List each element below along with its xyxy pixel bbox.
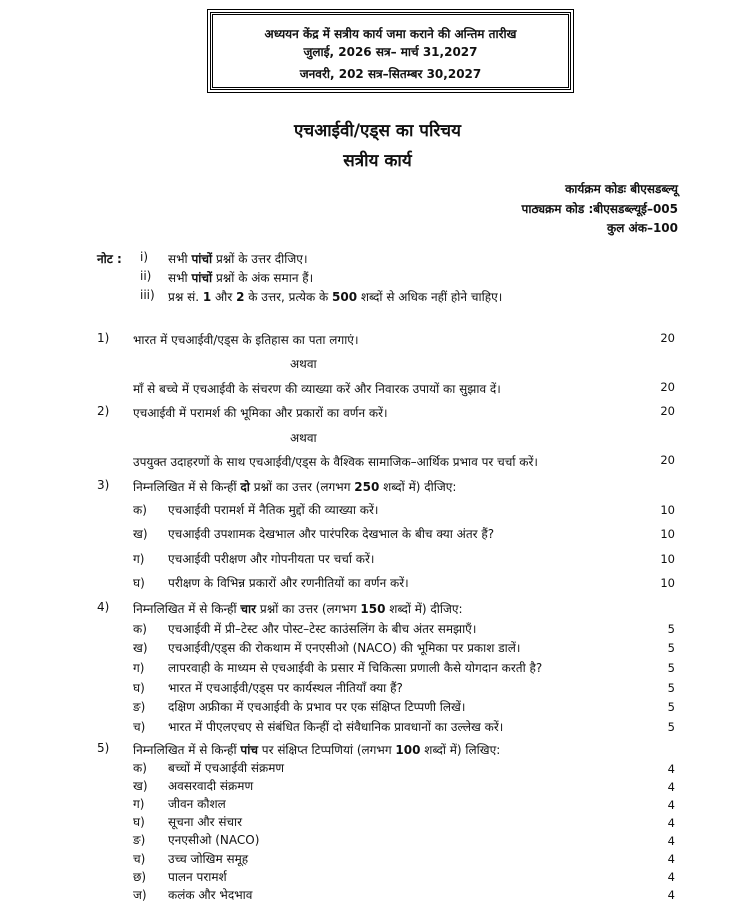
subquestion-marks: 5: [667, 700, 675, 714]
note-label: नोट :: [97, 252, 122, 266]
subquestion-label: च): [133, 852, 146, 866]
subquestion-label: क): [133, 503, 147, 517]
subquestion-text: दक्षिण अफ्रीका में एचआईवी के प्रभाव पर एक संक्षिप्त टिप्पणी लिखें।: [168, 700, 466, 714]
question-number: 5): [97, 741, 110, 755]
note-item-num: ii): [140, 269, 152, 283]
subquestion-text: जीवन कौशल: [168, 797, 226, 811]
or-label: अथवा: [290, 431, 317, 445]
question-marks: 20: [660, 380, 675, 394]
subquestion-text: परीक्षण के विभिन्न प्रकारों और रणनीतियों का वर्णन करें।: [168, 576, 409, 590]
subquestion-marks: 4: [667, 888, 675, 902]
program-code: कार्यक्रम कोडः बीएसडब्ल्यू: [565, 182, 678, 196]
subquestion-marks: 4: [667, 834, 675, 848]
subquestion-label: क): [133, 761, 147, 775]
subquestion-marks: 4: [667, 780, 675, 794]
deadline-line-2: जुलाई, 2026 सत्र– मार्च 31,2027: [303, 45, 478, 59]
page-title: एचआईवी/एड्स का परिचय: [294, 121, 461, 141]
note-item: सभी पांचों प्रश्नों के अंक समान हैं।: [168, 271, 314, 285]
note-item-num: i): [140, 250, 149, 264]
subquestion-marks: 4: [667, 870, 675, 884]
question-marks: 20: [660, 404, 675, 418]
subquestion-text: एनएसीओ (NACO): [168, 833, 260, 847]
subquestion-label: ङ): [133, 700, 146, 714]
note-item-num: iii): [140, 288, 155, 302]
subquestion-marks: 5: [667, 661, 675, 675]
subquestion-marks: 5: [667, 720, 675, 734]
subquestion-text: बच्चों में एचआईवी संक्रमण: [168, 761, 285, 775]
page-subtitle: सत्रीय कार्य: [343, 151, 412, 171]
subquestion-label: च): [133, 720, 146, 734]
subquestion-label: घ): [133, 815, 145, 829]
subquestion-marks: 4: [667, 762, 675, 776]
subquestion-text: एचआईवी परीक्षण और गोपनीयता पर चर्चा करें।: [168, 552, 375, 566]
question-intro: निम्नलिखित में से किन्हीं दो प्रश्नों का उत्तर (लगभग 250 शब्दों में) दीजिए:: [133, 480, 457, 494]
subquestion-text: एचआईवी में प्री–टेस्ट और पोस्ट–टेस्ट काउंसलिंग के बीच अंतर समझाएँ।: [168, 622, 477, 636]
question-number: 2): [97, 404, 110, 418]
subquestion-text: अवसरवादी संक्रमण: [168, 779, 254, 793]
subquestion-marks: 10: [660, 552, 675, 566]
question-intro: निम्नलिखित में से किन्हीं चार प्रश्नों का उत्तर (लगभग 150 शब्दों में) दीजिए:: [133, 602, 463, 616]
question-number: 3): [97, 478, 110, 492]
subquestion-label: ख): [133, 779, 148, 793]
subquestion-text: लापरवाही के माध्यम से एचआईवी के प्रसार में चिकित्सा प्रणाली कैसे योगदान करती है?: [168, 661, 543, 675]
subquestion-label: घ): [133, 576, 145, 590]
subquestion-label: क): [133, 622, 147, 636]
question-number: 1): [97, 331, 110, 345]
subquestion-label: छ): [133, 870, 147, 884]
question-number: 4): [97, 600, 110, 614]
subquestion-marks: 4: [667, 816, 675, 830]
deadline-box: [210, 12, 571, 90]
question-intro: निम्नलिखित में से किन्हीं पांच पर संक्षिप्त टिप्पणियां (लगभग 100 शब्दों में) लिखिए:: [133, 743, 501, 757]
total-marks: कुल अंक–100: [607, 221, 678, 235]
subquestion-marks: 10: [660, 503, 675, 517]
subquestion-marks: 10: [660, 527, 675, 541]
subquestion-label: ङ): [133, 833, 146, 847]
subquestion-text: एचआईवी उपशामक देखभाल और पारंपरिक देखभाल के बीच क्या अंतर हैं?: [168, 527, 495, 541]
subquestion-label: ग): [133, 552, 145, 566]
note-item: प्रश्न सं. 1 और 2 के उत्तर, प्रत्येक के 500 शब्दों से अधिक नहीं होने चाहिए।: [168, 290, 503, 304]
or-label: अथवा: [290, 357, 317, 371]
subquestion-marks: 4: [667, 798, 675, 812]
deadline-line-1: अध्ययन केंद्र में सत्रीय कार्य जमा कराने की अन्तिम तारीख: [264, 27, 517, 41]
subquestion-label: घ): [133, 681, 145, 695]
subquestion-text: भारत में एचआईवी/एड्स पर कार्यस्थल नीतियाँ क्या हैं?: [168, 681, 403, 695]
subquestion-marks: 5: [667, 681, 675, 695]
subquestion-text: सूचना और संचार: [168, 815, 243, 829]
question-marks: 20: [660, 331, 675, 345]
subquestion-text: कलंक और भेदभाव: [168, 888, 253, 902]
subquestion-label: ज): [133, 888, 147, 902]
subquestion-text: उच्च जोखिम समूह: [168, 852, 249, 866]
question-marks: 20: [660, 453, 675, 467]
question-text: एचआईवी में परामर्श की भूमिका और प्रकारों का वर्णन करें।: [133, 406, 388, 420]
subquestion-text: भारत में पीएलएचए से संबंधित किन्हीं दो संवैधानिक प्रावधानों का उल्लेख करें।: [168, 720, 504, 734]
subquestion-marks: 5: [667, 641, 675, 655]
subquestion-marks: 5: [667, 622, 675, 636]
subquestion-text: एचआईवी/एड्स की रोकथाम में एनएसीओ (NACO) की भूमिका पर प्रकाश डालें।: [168, 641, 521, 655]
subquestion-text: पालन परामर्श: [168, 870, 227, 884]
question-text: भारत में एचआईवी/एड्स के इतिहास का पता लगाएं।: [133, 333, 359, 347]
subquestion-label: ख): [133, 641, 148, 655]
question-text: उपयुक्त उदाहरणों के साथ एचआईवी/एड्स के वैश्विक सामाजिक–आर्थिक प्रभाव पर चर्चा करें।: [133, 455, 538, 469]
subquestion-marks: 10: [660, 576, 675, 590]
question-text: माँ से बच्चे में एचआईवी के संचरण की व्याख्या करें और निवारक उपायों का सुझाव दें।: [133, 382, 501, 396]
note-item: सभी पांचों प्रश्नों के उत्तर दीजिए।: [168, 252, 308, 266]
subquestion-label: ख): [133, 527, 148, 541]
subquestion-label: ग): [133, 661, 145, 675]
subquestion-label: ग): [133, 797, 145, 811]
subquestion-marks: 4: [667, 852, 675, 866]
course-code: पाठ्यक्रम कोड :बीएसडब्ल्यूई–005: [521, 202, 678, 216]
deadline-line-3: जनवरी, 202 सत्र–सितम्बर 30,2027: [299, 67, 482, 81]
subquestion-text: एचआईवी परामर्श में नैतिक मुद्दों की व्याख्या करें।: [168, 503, 379, 517]
